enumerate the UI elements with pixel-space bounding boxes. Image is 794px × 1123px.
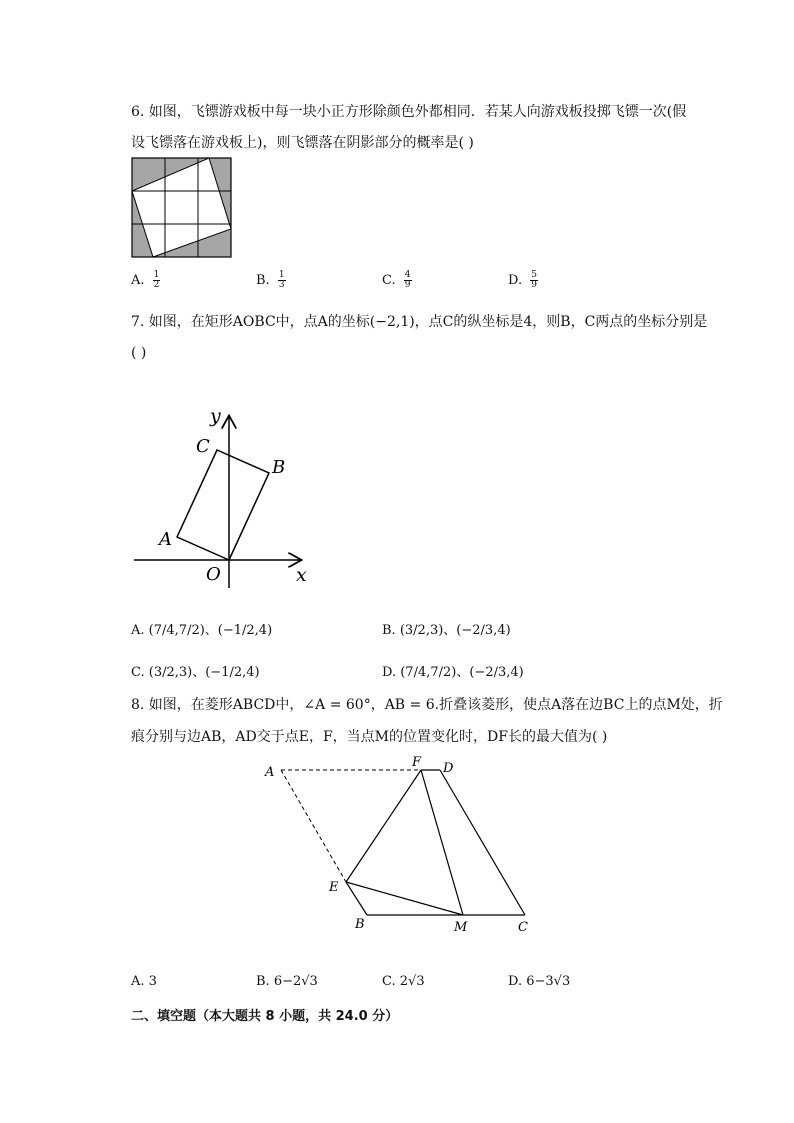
q8-stem-line2: 痕分别与边AB，AD交于点E，F，当点M的位置变化时，DF长的最大值为( ) [131,729,608,745]
q7-stem-line1: 7. 如图，在矩形AOBC中，点A的坐标(−2,1)，点C的纵坐标是4，则B，C两点的坐标分别是 [131,314,708,330]
q8-option-c[interactable]: C. 2√3 [382,974,425,989]
q8-label-e: E [329,880,339,895]
q7-label-b: B [272,457,286,478]
q6-stem-line1: 6. 如图，飞镖游戏板中每一块小正方形除颜色外都相同．若某人向游戏板投掷飞镖一次(假 [131,104,687,120]
q7-option-b[interactable]: B. (3/2,3)、(−2/3,4) [382,623,511,638]
q8-label-d: D [443,761,454,776]
q7-option-c[interactable]: C. (3/2,3)、(−1/2,4) [131,665,260,680]
q7-label-y: y [210,405,221,427]
q6-option-d[interactable]: D. $\frac{5}{9}$ [508,270,537,290]
q8-stem-line1: 8. 如图，在菱形ABCD中，∠A = 60°，AB = 6.折叠该菱形，使点A落在边BC上的点M处，折 [131,697,723,713]
q7-label-x: x [296,564,307,586]
section2-heading: 二、填空题（本大题共 8 小题，共 24.0 分） [131,1009,399,1024]
q8-option-d[interactable]: D. 6−3√3 [508,974,571,989]
q7-label-c: C [196,436,210,457]
q6-option-b[interactable]: B. $\frac{1}{3}$ [256,270,285,290]
q8-label-m: M [454,920,468,935]
q6-dartboard-figure [131,157,233,259]
q6-option-c[interactable]: C. $\frac{4}{9}$ [382,270,411,290]
q8-label-f: F [412,755,422,770]
q7-coordinate-figure [130,403,310,588]
q7-option-a[interactable]: A. (7/4,7/2)、(−1/2,4) [131,623,273,638]
q8-label-a: A [265,765,275,780]
q8-rhombus-figure [255,755,545,940]
q8-option-a[interactable]: A. 3 [131,974,157,989]
q8-label-c: C [518,920,528,935]
q8-label-b: B [355,917,365,932]
q6-option-a[interactable]: A. $\frac{1}{2}$ [131,270,160,290]
q8-option-b[interactable]: B. 6−2√3 [256,974,318,989]
q7-label-a: A [159,529,172,550]
q7-option-d[interactable]: D. (7/4,7/2)、(−2/3,4) [382,665,524,680]
q7-label-o: O [206,564,221,585]
q7-stem-line2: ( ) [131,345,147,361]
q6-stem-line2: 设飞镖落在游戏板上)，则飞镖落在阴影部分的概率是( ) [131,135,474,151]
